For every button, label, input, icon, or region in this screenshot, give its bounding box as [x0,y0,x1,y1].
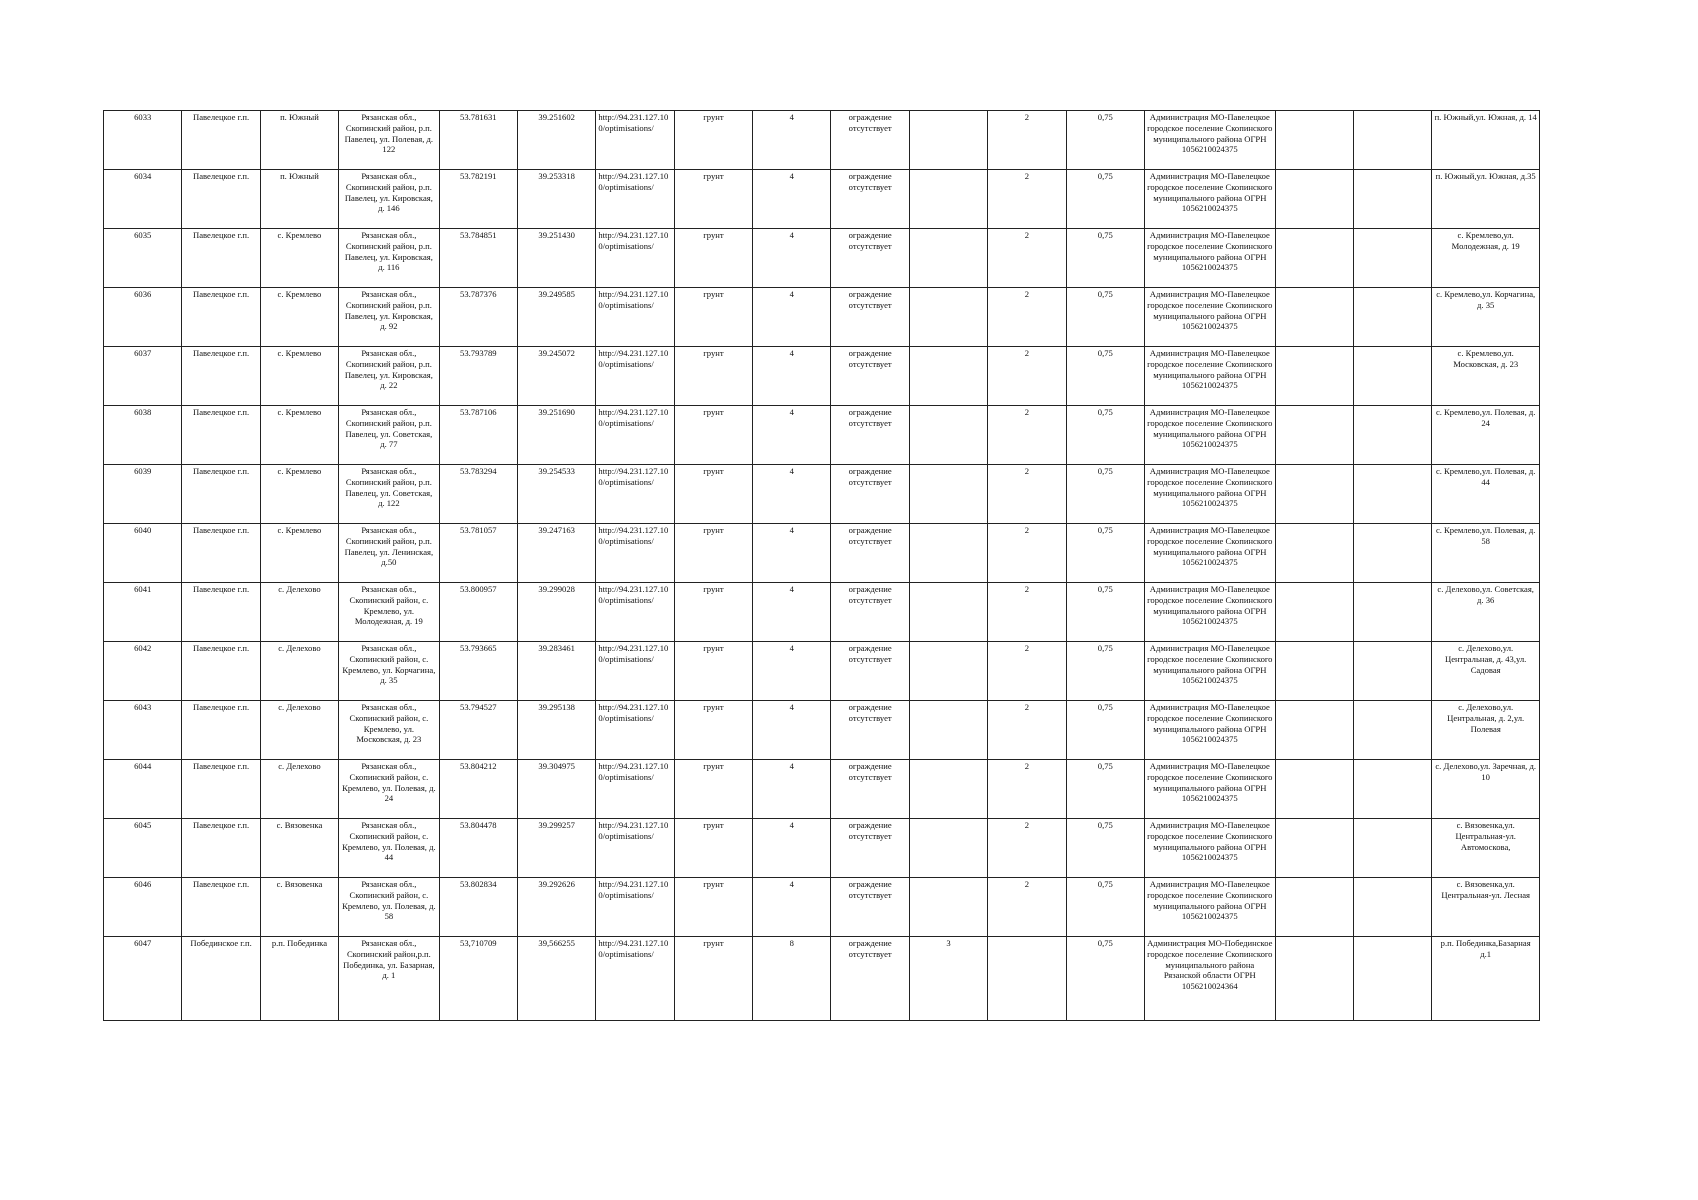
cell-settlement: Павелецкое г.п. [182,465,260,524]
cell-longitude: 39.283461 [517,642,595,701]
registry-body [104,111,1540,1021]
cell-longitude: 39.251602 [517,111,595,170]
cell-latitude: 53.781057 [439,524,517,583]
cell-locality: с. Кремлево [260,465,338,524]
cell-col14 [1275,288,1353,347]
cell-col14 [1275,819,1353,878]
cell-area: 4 [753,111,831,170]
cell-address: Рязанская обл., Скопинский район, р.п. Павелец, ул. Советская, д. 122 [339,465,439,524]
cell-latitude: 53.784851 [439,229,517,288]
cell-volume: 0,75 [1066,111,1144,170]
table-row [104,347,1540,406]
cell-url: http://94.231.127.100/optimisations/ [596,583,674,642]
cell-address: Рязанская обл., Скопинский район, с. Кремлево, ул. Московская, д. 23 [339,701,439,760]
cell-volume: 0,75 [1066,701,1144,760]
cell-served-objects: с. Кремлево,ул. Молодежная, д. 19 [1432,229,1540,288]
cell-address: Рязанская обл., Скопинский район, с. Кремлево, ул. Молодежная, д. 19 [339,583,439,642]
cell-fence: ограждение отсутствует [831,937,909,1021]
cell-locality: с. Делехово [260,760,338,819]
cell-volume: 0,75 [1066,642,1144,701]
cell-containers: 2 [988,347,1066,406]
cell-latitude: 53.783294 [439,465,517,524]
cell-fence: ограждение отсутствует [831,524,909,583]
cell-col15 [1353,937,1431,1021]
cell-containers: 2 [988,819,1066,878]
table-row [104,878,1540,937]
cell-surface: грунт [674,111,752,170]
cell-col14 [1275,583,1353,642]
cell-url: http://94.231.127.100/optimisations/ [596,229,674,288]
table-row [104,937,1540,1021]
cell-number: 6041 [104,583,182,642]
cell-address: Рязанская обл., Скопинский район, с. Кремлево, ул. Полевая, д. 24 [339,760,439,819]
cell-fence: ограждение отсутствует [831,465,909,524]
cell-containers: 2 [988,406,1066,465]
cell-url: http://94.231.127.100/optimisations/ [596,111,674,170]
cell-containers: 2 [988,524,1066,583]
cell-area: 4 [753,701,831,760]
table-row [104,229,1540,288]
cell-locality: с. Кремлево [260,524,338,583]
cell-address: Рязанская обл., Скопинский район, р.п. Павелец, ул. Кировская, д. 146 [339,170,439,229]
cell-col10 [909,701,987,760]
cell-latitude: 53.802834 [439,878,517,937]
cell-locality: с. Делехово [260,583,338,642]
cell-served-objects: п. Южный,ул. Южная, д. 14 [1432,111,1540,170]
cell-locality: с. Вязовенка [260,878,338,937]
registry-sheet [103,110,1540,1021]
cell-col14 [1275,111,1353,170]
cell-served-objects: с. Вязовенка,ул. Центральная-ул. Автомоскова, [1432,819,1540,878]
cell-number: 6037 [104,347,182,406]
cell-number: 6033 [104,111,182,170]
cell-col14 [1275,170,1353,229]
cell-longitude: 39.251690 [517,406,595,465]
cell-settlement: Павелецкое г.п. [182,170,260,229]
cell-area: 8 [753,937,831,1021]
cell-col14 [1275,347,1353,406]
cell-containers: 2 [988,878,1066,937]
cell-locality: с. Вязовенка [260,819,338,878]
cell-address: Рязанская обл., Скопинский район, с. Кремлево, ул. Полевая, д. 44 [339,819,439,878]
cell-longitude: 39.249585 [517,288,595,347]
table-row [104,642,1540,701]
cell-served-objects: с. Кремлево,ул. Корчагина, д. 35 [1432,288,1540,347]
cell-col14 [1275,760,1353,819]
cell-volume: 0,75 [1066,170,1144,229]
cell-col10: 3 [909,937,987,1021]
cell-col15 [1353,288,1431,347]
cell-owner: Администрация МО-Павелецкое городское поселение Скопинского муниципального района ОГРН 1056210024375 [1144,642,1275,701]
cell-served-objects: р.п. Побединка,Базарная д.1 [1432,937,1540,1021]
cell-fence: ограждение отсутствует [831,229,909,288]
table-row [104,524,1540,583]
cell-owner: Администрация МО-Павелецкое городское поселение Скопинского муниципального района ОГРН 1056210024375 [1144,288,1275,347]
cell-surface: грунт [674,642,752,701]
cell-volume: 0,75 [1066,347,1144,406]
cell-latitude: 53.787376 [439,288,517,347]
cell-locality: с. Делехово [260,642,338,701]
cell-longitude: 39.247163 [517,524,595,583]
cell-address: Рязанская обл., Скопинский район, р.п. Павелец, ул. Полевая, д. 122 [339,111,439,170]
table-row [104,170,1540,229]
cell-area: 4 [753,642,831,701]
cell-latitude: 53.781631 [439,111,517,170]
cell-col15 [1353,583,1431,642]
cell-served-objects: с. Делехово,ул. Заречная, д. 10 [1432,760,1540,819]
cell-settlement: Павелецкое г.п. [182,229,260,288]
cell-url: http://94.231.127.100/optimisations/ [596,170,674,229]
cell-containers: 2 [988,701,1066,760]
table-row [104,760,1540,819]
cell-url: http://94.231.127.100/optimisations/ [596,465,674,524]
table-row [104,465,1540,524]
cell-owner: Администрация МО-Павелецкое городское поселение Скопинского муниципального района ОГРН 1056210024375 [1144,760,1275,819]
cell-col15 [1353,524,1431,583]
cell-locality: с. Делехово [260,701,338,760]
cell-surface: грунт [674,347,752,406]
cell-area: 4 [753,760,831,819]
registry-table [103,110,1540,1021]
cell-settlement: Павелецкое г.п. [182,583,260,642]
cell-area: 4 [753,406,831,465]
cell-number: 6046 [104,878,182,937]
cell-fence: ограждение отсутствует [831,347,909,406]
cell-locality: с. Кремлево [260,347,338,406]
cell-settlement: Павелецкое г.п. [182,111,260,170]
cell-volume: 0,75 [1066,760,1144,819]
cell-col15 [1353,819,1431,878]
cell-col15 [1353,642,1431,701]
cell-owner: Администрация МО-Павелецкое городское поселение Скопинского муниципального района ОГРН 1056210024375 [1144,406,1275,465]
cell-col15 [1353,878,1431,937]
cell-volume: 0,75 [1066,465,1144,524]
cell-owner: Администрация МО-Павелецкое городское поселение Скопинского муниципального района ОГРН 1056210024375 [1144,583,1275,642]
cell-latitude: 53,710709 [439,937,517,1021]
cell-owner: Администрация МО-Побединское городское поселение Скопинского муниципального района Рязанской области ОГРН 1056210024364 [1144,937,1275,1021]
cell-owner: Администрация МО-Павелецкое городское поселение Скопинского муниципального района ОГРН 1056210024375 [1144,229,1275,288]
cell-served-objects: с. Делехово,ул. Центральная, д. 2,ул. Полевая [1432,701,1540,760]
cell-longitude: 39.299028 [517,583,595,642]
cell-longitude: 39.295138 [517,701,595,760]
cell-locality: п. Южный [260,170,338,229]
cell-number: 6045 [104,819,182,878]
cell-fence: ограждение отсутствует [831,642,909,701]
cell-served-objects: с. Вязовенка,ул. Центральная-ул. Лесная [1432,878,1540,937]
cell-locality: с. Кремлево [260,406,338,465]
cell-number: 6043 [104,701,182,760]
cell-longitude: 39.254533 [517,465,595,524]
table-row [104,701,1540,760]
cell-fence: ограждение отсутствует [831,878,909,937]
cell-area: 4 [753,288,831,347]
cell-number: 6044 [104,760,182,819]
cell-volume: 0,75 [1066,229,1144,288]
cell-url: http://94.231.127.100/optimisations/ [596,347,674,406]
cell-served-objects: с. Кремлево,ул. Московская, д. 23 [1432,347,1540,406]
cell-col14 [1275,229,1353,288]
cell-col14 [1275,524,1353,583]
cell-owner: Администрация МО-Павелецкое городское поселение Скопинского муниципального района ОГРН 1056210024375 [1144,524,1275,583]
cell-locality: р.п. Побединка [260,937,338,1021]
cell-col15 [1353,701,1431,760]
cell-address: Рязанская обл., Скопинский район, р.п. Павелец, ул. Кировская, д. 92 [339,288,439,347]
cell-col10 [909,878,987,937]
cell-address: Рязанская обл., Скопинский район, р.п. Павелец, ул. Кировская, д. 116 [339,229,439,288]
cell-volume: 0,75 [1066,878,1144,937]
cell-containers: 2 [988,642,1066,701]
cell-col15 [1353,760,1431,819]
cell-locality: п. Южный [260,111,338,170]
cell-url: http://94.231.127.100/optimisations/ [596,701,674,760]
cell-fence: ограждение отсутствует [831,583,909,642]
cell-number: 6039 [104,465,182,524]
cell-area: 4 [753,819,831,878]
cell-fence: ограждение отсутствует [831,701,909,760]
cell-col10 [909,229,987,288]
cell-settlement: Павелецкое г.п. [182,288,260,347]
cell-surface: грунт [674,878,752,937]
cell-url: http://94.231.127.100/optimisations/ [596,760,674,819]
cell-address: Рязанская обл., Скопинский район, р.п. Павелец, ул. Советская, д. 77 [339,406,439,465]
cell-col10 [909,111,987,170]
cell-latitude: 53.794527 [439,701,517,760]
cell-latitude: 53.782191 [439,170,517,229]
cell-served-objects: п. Южный,ул. Южная, д.35 [1432,170,1540,229]
cell-containers: 2 [988,583,1066,642]
cell-settlement: Павелецкое г.п. [182,642,260,701]
cell-longitude: 39.251430 [517,229,595,288]
cell-col10 [909,642,987,701]
cell-surface: грунт [674,819,752,878]
cell-settlement: Павелецкое г.п. [182,524,260,583]
cell-longitude: 39.304975 [517,760,595,819]
cell-volume: 0,75 [1066,819,1144,878]
cell-col15 [1353,465,1431,524]
cell-latitude: 53.787106 [439,406,517,465]
cell-settlement: Павелецкое г.п. [182,701,260,760]
cell-surface: грунт [674,465,752,524]
cell-volume: 0,75 [1066,288,1144,347]
cell-owner: Администрация МО-Павелецкое городское поселение Скопинского муниципального района ОГРН 1056210024375 [1144,111,1275,170]
cell-longitude: 39.245072 [517,347,595,406]
cell-area: 4 [753,583,831,642]
cell-area: 4 [753,229,831,288]
cell-latitude: 53.793789 [439,347,517,406]
cell-col10 [909,524,987,583]
cell-col14 [1275,937,1353,1021]
cell-col14 [1275,701,1353,760]
cell-containers: 2 [988,465,1066,524]
cell-area: 4 [753,465,831,524]
cell-url: http://94.231.127.100/optimisations/ [596,937,674,1021]
cell-locality: с. Кремлево [260,229,338,288]
cell-surface: грунт [674,229,752,288]
cell-owner: Администрация МО-Павелецкое городское поселение Скопинского муниципального района ОГРН 1056210024375 [1144,170,1275,229]
table-row [104,406,1540,465]
cell-number: 6035 [104,229,182,288]
cell-col15 [1353,111,1431,170]
cell-address: Рязанская обл., Скопинский район,р.п. Побединка, ул. Базарная, д. 1 [339,937,439,1021]
cell-containers: 2 [988,288,1066,347]
cell-col14 [1275,878,1353,937]
cell-col10 [909,170,987,229]
cell-surface: грунт [674,583,752,642]
cell-col10 [909,347,987,406]
cell-url: http://94.231.127.100/optimisations/ [596,819,674,878]
cell-latitude: 53.804212 [439,760,517,819]
cell-col10 [909,406,987,465]
table-row [104,288,1540,347]
cell-served-objects: с. Кремлево,ул. Полевая, д. 58 [1432,524,1540,583]
cell-address: Рязанская обл., Скопинский район, р.п. Павелец, ул. Ленинская, д.50 [339,524,439,583]
cell-longitude: 39,566255 [517,937,595,1021]
cell-area: 4 [753,170,831,229]
cell-col15 [1353,347,1431,406]
cell-volume: 0,75 [1066,406,1144,465]
cell-surface: грунт [674,524,752,583]
cell-fence: ограждение отсутствует [831,760,909,819]
cell-col14 [1275,406,1353,465]
cell-address: Рязанская обл., Скопинский район, р.п. Павелец, ул. Кировская, д. 22 [339,347,439,406]
cell-address: Рязанская обл., Скопинский район, с. Кремлево, ул. Корчагина, д. 35 [339,642,439,701]
cell-owner: Администрация МО-Павелецкое городское поселение Скопинского муниципального района ОГРН 1056210024375 [1144,701,1275,760]
cell-col15 [1353,406,1431,465]
cell-col14 [1275,642,1353,701]
cell-address: Рязанская обл., Скопинский район, с. Кремлево, ул. Полевая, д. 58 [339,878,439,937]
cell-col14 [1275,465,1353,524]
cell-area: 4 [753,524,831,583]
cell-url: http://94.231.127.100/optimisations/ [596,524,674,583]
cell-settlement: Павелецкое г.п. [182,406,260,465]
cell-served-objects: с. Делехово,ул. Советская, д. 36 [1432,583,1540,642]
cell-served-objects: с. Кремлево,ул. Полевая, д. 24 [1432,406,1540,465]
cell-col10 [909,819,987,878]
cell-number: 6047 [104,937,182,1021]
cell-fence: ограждение отсутствует [831,819,909,878]
cell-latitude: 53.800957 [439,583,517,642]
cell-url: http://94.231.127.100/optimisations/ [596,642,674,701]
cell-settlement: Павелецкое г.п. [182,819,260,878]
cell-surface: грунт [674,937,752,1021]
cell-surface: грунт [674,701,752,760]
cell-longitude: 39.292626 [517,878,595,937]
cell-containers: 2 [988,760,1066,819]
cell-surface: грунт [674,170,752,229]
cell-containers: 2 [988,170,1066,229]
cell-containers [988,937,1066,1021]
cell-number: 6034 [104,170,182,229]
cell-url: http://94.231.127.100/optimisations/ [596,878,674,937]
cell-url: http://94.231.127.100/optimisations/ [596,406,674,465]
cell-settlement: Павелецкое г.п. [182,347,260,406]
cell-locality: с. Кремлево [260,288,338,347]
cell-url: http://94.231.127.100/optimisations/ [596,288,674,347]
cell-volume: 0,75 [1066,583,1144,642]
cell-fence: ограждение отсутствует [831,288,909,347]
cell-volume: 0,75 [1066,524,1144,583]
cell-latitude: 53.793665 [439,642,517,701]
cell-surface: грунт [674,406,752,465]
cell-latitude: 53.804478 [439,819,517,878]
cell-served-objects: с. Кремлево,ул. Полевая, д. 44 [1432,465,1540,524]
cell-col10 [909,288,987,347]
cell-surface: грунт [674,760,752,819]
cell-longitude: 39.299257 [517,819,595,878]
cell-served-objects: с. Делехово,ул. Центральная, д. 43,ул. Садовая [1432,642,1540,701]
cell-fence: ограждение отсутствует [831,406,909,465]
cell-containers: 2 [988,229,1066,288]
cell-owner: Администрация МО-Павелецкое городское поселение Скопинского муниципального района ОГРН 1056210024375 [1144,347,1275,406]
cell-col10 [909,760,987,819]
cell-area: 4 [753,347,831,406]
cell-longitude: 39.253318 [517,170,595,229]
cell-owner: Администрация МО-Павелецкое городское поселение Скопинского муниципального района ОГРН 1056210024375 [1144,819,1275,878]
cell-fence: ограждение отсутствует [831,111,909,170]
cell-col15 [1353,170,1431,229]
cell-owner: Администрация МО-Павелецкое городское поселение Скопинского муниципального района ОГРН 1056210024375 [1144,878,1275,937]
cell-surface: грунт [674,288,752,347]
cell-number: 6036 [104,288,182,347]
table-row [104,111,1540,170]
cell-col15 [1353,229,1431,288]
cell-containers: 2 [988,111,1066,170]
table-row [104,583,1540,642]
table-row [104,819,1540,878]
cell-settlement: Побединское г.п. [182,937,260,1021]
cell-number: 6042 [104,642,182,701]
cell-fence: ограждение отсутствует [831,170,909,229]
cell-settlement: Павелецкое г.п. [182,878,260,937]
cell-number: 6038 [104,406,182,465]
cell-area: 4 [753,878,831,937]
cell-volume: 0,75 [1066,937,1144,1021]
cell-col10 [909,583,987,642]
cell-number: 6040 [104,524,182,583]
cell-settlement: Павелецкое г.п. [182,760,260,819]
cell-col10 [909,465,987,524]
cell-owner: Администрация МО-Павелецкое городское поселение Скопинского муниципального района ОГРН 1056210024375 [1144,465,1275,524]
